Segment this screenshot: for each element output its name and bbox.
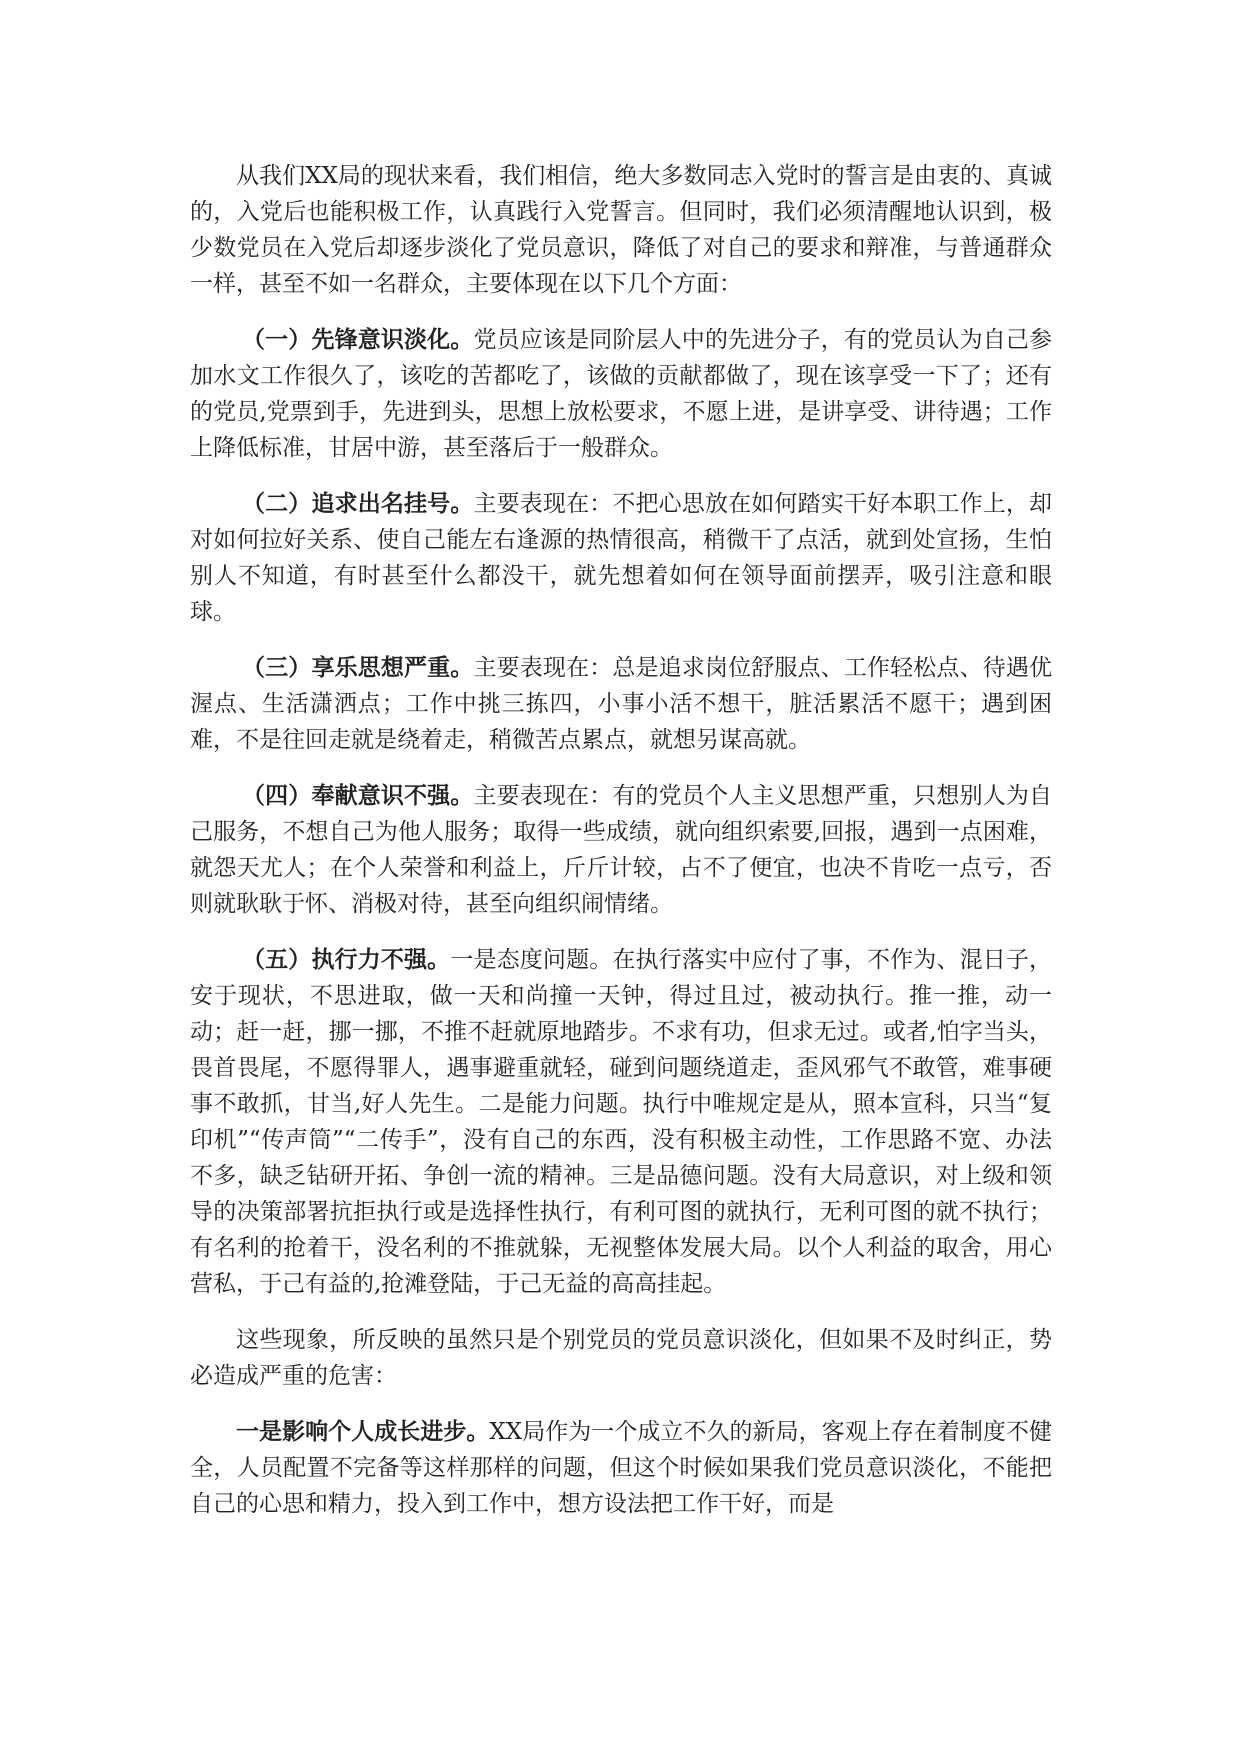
paragraph-body: 这些现象，所反映的虽然只是个别党员的党员意识淡化，但如果不及时纠正，势必造成严重的危害： [190, 1327, 1052, 1389]
harm-personal-growth [190, 1414, 1052, 1522]
section-heading: （四）奉献意识不强。 [242, 782, 474, 809]
section-fame-seeking [190, 486, 1052, 630]
paragraph-body: XX局作为一个成立不久的新局，客观上存在着制度不健全，人员配置不完备等这样那样的问题，但这个时候如果我们党员意识淡化，不能把自己的心思和精力，投入到工作中，想方设法把工作干好，而是 [190, 1419, 1052, 1517]
intro-paragraph [190, 158, 1052, 302]
document-page [190, 158, 1052, 1542]
harm-intro-paragraph [190, 1322, 1052, 1394]
paragraph-body: 党员应该是同阶层人中的先进分子，有的党员认为自己参加水文工作很久了，该吃的苦都吃了，该做的贡献都做了，现在该享受一下了；还有的党员,党票到手，先进到头，思想上放松要求，不愿上进，是讲享受、讲待遇；工作上降低标准，甘居中游，甚至落后于一般群众。 [190, 327, 1053, 461]
section-heading: （一）先锋意识淡化。 [242, 326, 474, 353]
section-hedonism [190, 650, 1052, 758]
paragraph-body: 一是态度问题。在执行落实中应付了事，不作为、混日子，安于现状，不思进取，做一天和尚撞一天钟，得过且过，被动执行。推一推，动一动；赶一赶，挪一挪，不推不赶就原地踏步。不求有功，但求无过。或者,怕字当头，畏首畏尾，不愿得罪人，遇事避重就轻，碰到问题绕道走，歪风邪气不敢管，难事硬事不敢抓，甘当,好人先生。二是能力问题。执行中唯规定是从，照本宣科，只当“复印机”“传声筒”“二传手”，没有自己的东西，没有积极主动性，工作思路不宽、办法不多，缺乏钻研开拓、争创一流的精神。三是品德问题。没有大局意识，对上级和领导的决策部署抗拒执行或是选择性执行，有利可图的就执行，无利可图的就不执行；有名利的抢着干，没名利的不推就躲，无视整体发展大局。以个人利益的取舍，用心营私，于己有益的,抢滩登陆，于己无益的高高挂起。 [190, 947, 1053, 1297]
section-heading: 一是影响个人成长进步。 [236, 1418, 490, 1445]
paragraph-body: 主要表现在：不把心思放在如何踏实干好本职工作上，却对如何拉好关系、使自己能左右逢源的热情很高，稍微干了点活，就到处宣扬，生怕别人不知道，有时甚至什么都没干，就先想着如何在领导面前摆弄，吸引注意和眼球。 [190, 491, 1053, 625]
section-heading: （二）追求出名挂号。 [242, 490, 474, 517]
paragraph-body: 从我们XX局的现状来看，我们相信，绝大多数同志入党时的誓言是由衷的、真诚的，入党后也能积极工作，认真践行入党誓言。但同时，我们必须清醒地认识到，极少数党员在入党后却逐步淡化了党员意识，降低了对自己的要求和辩准，与普通群众一样，甚至不如一名群众，主要体现在以下几个方面： [190, 163, 1052, 297]
paragraph-body: 主要表现在：总是追求岗位舒服点、工作轻松点、待遇优渥点、生活潇洒点；工作中挑三拣四，小事小活不想干，脏活累活不愿干；遇到困难，不是往回走就是绕着走，稍微苦点累点，就想另谋高就。 [190, 655, 1053, 753]
section-heading: （五）执行力不强。 [242, 946, 451, 973]
section-execution [190, 942, 1052, 1302]
section-dedication [190, 778, 1052, 922]
section-heading: （三）享乐思想严重。 [242, 654, 474, 681]
section-pioneer-awareness [190, 322, 1052, 466]
paragraph-body: 主要表现在：有的党员个人主义思想严重，只想别人为自己服务，不想自己为他人服务；取得一些成绩，就向组织索要,回报，遇到一点困难，就怨天尤人；在个人荣誉和利益上，斤斤计较，占不了便宜，也决不肯吃一点亏，否则就耿耿于怀、消极对待，甚至向组织闹情绪。 [190, 783, 1053, 917]
